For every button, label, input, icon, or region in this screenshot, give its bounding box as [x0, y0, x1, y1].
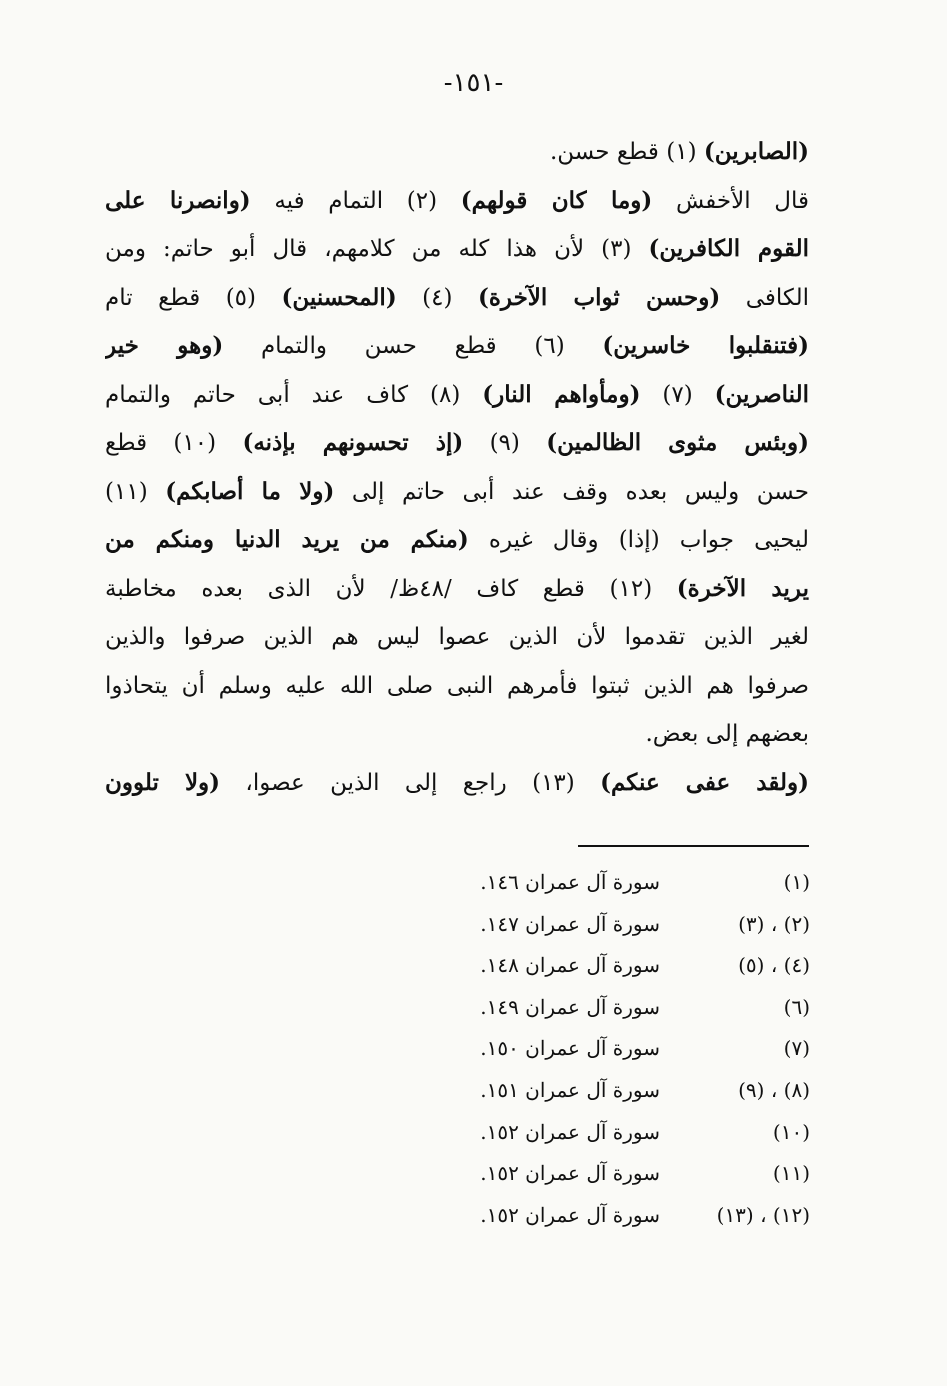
quran-phrase: يريد الآخرة) [676, 574, 809, 602]
commentary-text: (٣) لأن هذا كله من كلامهم، قال أبو حاتم: ومن [105, 236, 649, 262]
text-line [105, 128, 809, 177]
commentary-text: الكافى [720, 284, 809, 311]
commentary-text: (١٣) راجع إلى الذين عصوا، [220, 769, 601, 796]
quran-phrase: (وهو خير [105, 332, 224, 359]
footnote-item [440, 1153, 810, 1195]
commentary-text: (٧) [640, 381, 715, 408]
text-line [105, 710, 809, 759]
footnote-source: سورة آل عمران ١٤٨. [480, 953, 660, 978]
commentary-text: حسن وليس بعده وقف عند أبى حاتم إلى [334, 478, 809, 505]
commentary-text: قال الأخفش [652, 187, 809, 214]
commentary-text: (٦) قطع حسن والتمام [223, 333, 603, 359]
commentary-text: (١٠) قطع [105, 430, 243, 456]
footnote-source: سورة آل عمران ١٥٢. [480, 1202, 660, 1227]
quran-phrase: (ومأواهم النار) [482, 380, 641, 408]
footnote-number: (٧) [783, 1036, 810, 1061]
footnote-divider [578, 845, 809, 847]
commentary-text: (١) قطع حسن. [549, 139, 704, 165]
footnote-item [440, 1028, 810, 1070]
text-line [105, 225, 809, 274]
footnote-number: (١) [783, 870, 810, 894]
footnote-source: سورة آل عمران ١٤٧. [480, 911, 660, 936]
footnote-item [440, 945, 810, 987]
quran-phrase: (ولا تلوون [105, 768, 221, 796]
quran-phrase: (وبئس مثوى الظالمين) [546, 429, 809, 456]
footnote-source: سورة آل عمران ١٥٢. [480, 1161, 660, 1186]
quran-phrase: (الصابرين) [703, 138, 809, 165]
commentary-text: (٥) قطع تام [105, 284, 282, 311]
text-line [105, 419, 809, 468]
commentary-text: (١١) [105, 478, 166, 505]
footnote-number: (٨) ، (٩) [738, 1077, 810, 1102]
quran-phrase: (وانصرنا على [105, 186, 251, 214]
body-text [105, 128, 809, 807]
footnote-item [440, 904, 810, 946]
text-line [105, 759, 809, 808]
commentary-text: صرفوا هم الذين ثبتوا فأمرهم النبى صلى الله عليه وسلم أن يتحاذوا [105, 672, 809, 699]
commentary-text: (٨) كاف عند أبى حاتم والتمام [105, 381, 483, 408]
text-line [105, 177, 809, 226]
commentary-text: (١٢) قطع كاف /٤٨ظ/ لأن الذى بعده مخاطبة [105, 575, 677, 602]
footnote-item [440, 987, 810, 1029]
commentary-text: (٤) [396, 284, 478, 311]
quran-phrase: (وحسن ثواب الآخرة) [477, 283, 721, 311]
text-line [105, 322, 809, 371]
quran-phrase: (ولا ما أصابكم) [165, 477, 335, 505]
page-number: -١٥١- [443, 68, 504, 98]
quran-phrase: (المحسنين) [281, 283, 397, 311]
commentary-text: لغير الذين تقدموا لأن الذين عصوا ليس هم الذين صرفوا والذين [105, 624, 809, 650]
text-line [105, 371, 809, 420]
footnote-source: سورة آل عمران ١٥٠. [480, 1036, 660, 1061]
commentary-text: ليحيى جواب (إذا) وقال غيره [468, 527, 809, 553]
footnote-number: (٦) [783, 994, 810, 1019]
quran-phrase: (إذ تحسونهم بإذنه) [242, 429, 464, 456]
quran-phrase: الناصرين) [714, 380, 809, 408]
text-line [105, 274, 809, 323]
quran-phrase: (وما كان قولهم) [460, 186, 653, 214]
quran-phrase: القوم الكافرين) [648, 235, 809, 262]
footnotes [440, 862, 810, 1236]
footnote-number: (١١) [772, 1161, 810, 1186]
footnote-number: (١٠) [772, 1119, 810, 1144]
commentary-text: بعضهم إلى بعض. [645, 721, 809, 747]
text-line [105, 468, 809, 517]
footnote-number: (٤) ، (٥) [738, 953, 810, 978]
footnote-item [440, 1070, 810, 1112]
quran-phrase: (فتنقلبوا خاسرين) [602, 332, 809, 359]
footnote-item [440, 1112, 810, 1154]
footnote-item [440, 1195, 810, 1237]
footnote-source: سورة آل عمران ١٤٦. [480, 870, 660, 894]
commentary-text: (٢) التمام فيه [250, 187, 461, 214]
quran-phrase: (ولقد عفى عنكم) [600, 768, 809, 796]
footnote-item [440, 862, 810, 904]
footnote-source: سورة آل عمران ١٥٢. [480, 1119, 660, 1144]
footnote-source: سورة آل عمران ١٤٩. [480, 994, 660, 1019]
text-line [105, 516, 809, 565]
text-line [105, 565, 809, 614]
text-line [105, 662, 809, 711]
commentary-text: (٩) [463, 430, 547, 456]
text-line [105, 613, 809, 662]
footnote-number: (٢) ، (٣) [738, 911, 810, 936]
quran-phrase: (منكم من يريد الدنيا ومنكم من [105, 526, 469, 553]
footnote-number: (١٢) ، (١٣) [716, 1202, 810, 1227]
footnote-source: سورة آل عمران ١٥١. [480, 1077, 660, 1102]
